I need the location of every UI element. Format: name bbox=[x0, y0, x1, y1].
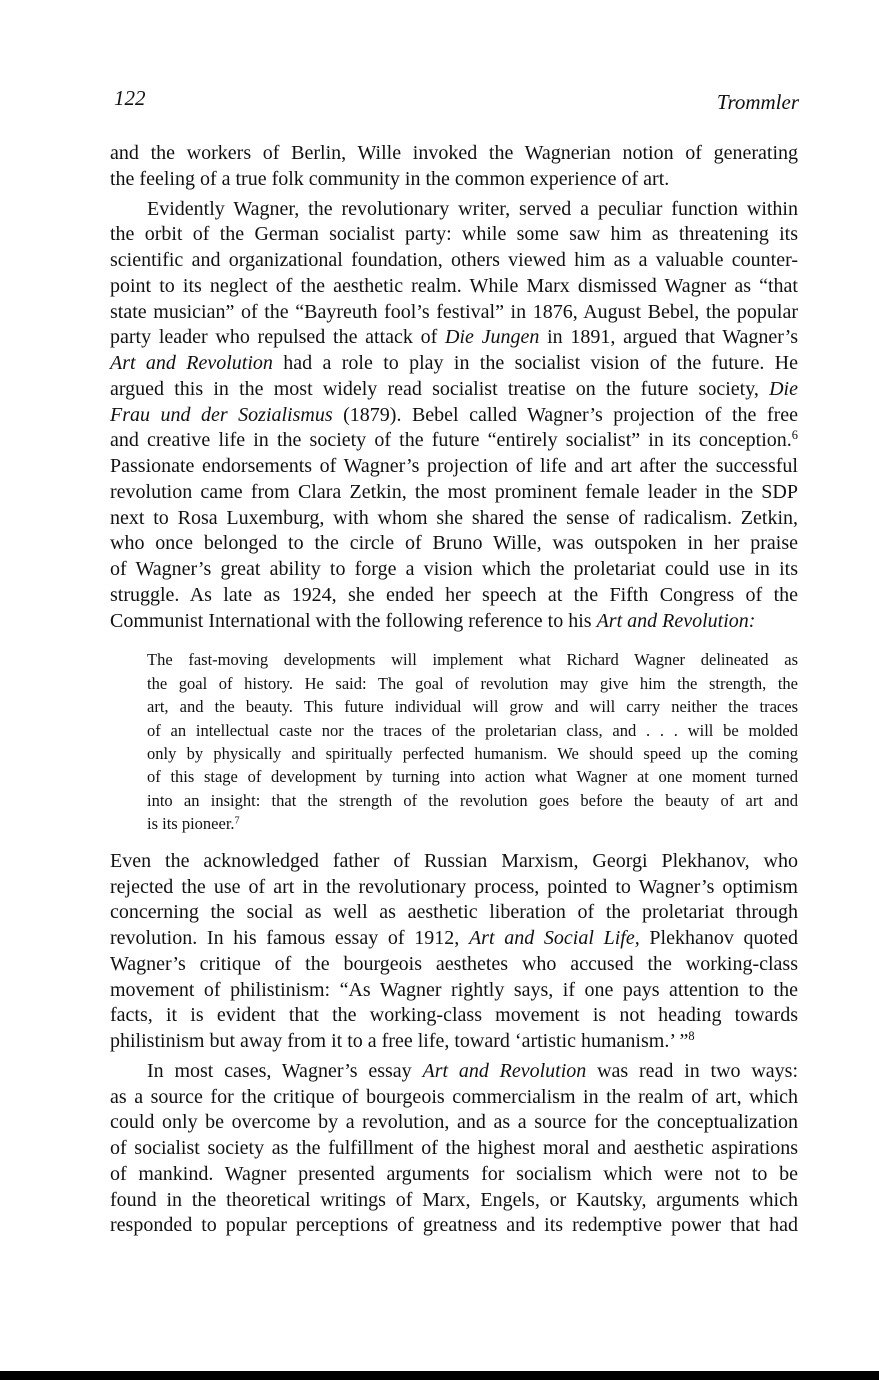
text-line bbox=[110, 1085, 798, 1111]
text-line bbox=[110, 849, 798, 875]
page-number: 122 bbox=[114, 86, 146, 110]
text-run: who once belonged to the circle of Bruno Wille, was outspoken in her praise bbox=[110, 532, 798, 555]
text-run: (1879). Bebel called Wagner’s projection of the free bbox=[332, 403, 798, 426]
text-run: the goal of history. He said: The goal of revolution may give him the strength, the bbox=[147, 673, 798, 693]
text-line bbox=[147, 648, 798, 671]
text-run: and the workers of Berlin, Wille invoked the Wagnerian notion of generating bbox=[110, 142, 798, 164]
text-line bbox=[110, 900, 798, 926]
text-run: Plekhanov quoted bbox=[639, 927, 798, 949]
paragraph bbox=[110, 1059, 798, 1239]
text-run: rejected the use of art in the revolutionary process, pointed to Wagner’s optimism bbox=[110, 875, 798, 898]
text-line bbox=[110, 557, 798, 583]
text-line bbox=[110, 875, 798, 901]
italic-title: Frau und der Sozialismus bbox=[110, 403, 333, 426]
scan-bottom-edge bbox=[0, 1371, 879, 1380]
text-line bbox=[110, 1213, 798, 1239]
text-run: the feeling of a true folk community in the common experience of art. bbox=[110, 167, 670, 190]
running-head-author: Trommler bbox=[716, 90, 799, 114]
text-run: movement of philistinism: “As Wagner rightly says, if one pays attention to the bbox=[110, 978, 798, 1001]
italic-title: Art and Revolution bbox=[110, 352, 273, 374]
text-run: The fast-moving developments will implement what Richard Wagner delineated as bbox=[147, 650, 798, 670]
text-line bbox=[147, 765, 798, 788]
text-line bbox=[147, 695, 798, 718]
text-run: of socialist society as the fulfillment of the highest moral and aesthetic aspirations bbox=[110, 1137, 798, 1159]
text-line bbox=[110, 531, 798, 557]
text-run: as a source for the critique of bourgeois commercialism in the realm of art, which bbox=[110, 1085, 798, 1108]
text-run: struggle. As late as 1924, she ended her speech at the Fifth Congress of the bbox=[110, 583, 798, 606]
text-run: found in the theoretical writings of Marx, Engels, or Kautsky, arguments which bbox=[110, 1188, 798, 1211]
text-line bbox=[110, 428, 798, 454]
text-line bbox=[110, 978, 798, 1004]
text-run: Wagner’s critique of the bourgeois aesthetes who accused the working-class bbox=[110, 952, 798, 975]
text-line bbox=[110, 141, 798, 167]
text-line bbox=[110, 197, 798, 223]
text-run: of mankind. Wagner presented arguments for socialism which were not to be bbox=[110, 1162, 798, 1185]
italic-title: Art and Revolution: bbox=[596, 609, 756, 632]
text-line bbox=[110, 222, 798, 248]
text-run: of this stage of development by turning into action what Wagner at one moment turned bbox=[147, 767, 798, 787]
text-line bbox=[110, 403, 798, 429]
text-run: and creative life in the society of the future “entirely socialist” in its conception. bbox=[110, 429, 792, 452]
body-text bbox=[110, 141, 798, 1239]
text-line bbox=[110, 1136, 798, 1162]
text-run: revolution. In his famous essay of 1912, bbox=[110, 927, 469, 949]
text-run: of an intellectual caste nor the traces of the proletarian class, and . . . will be molded bbox=[147, 720, 798, 740]
text-line bbox=[147, 789, 798, 812]
text-run: party leader who repulsed the attack of bbox=[110, 326, 446, 349]
text-run: state musician” of the “Bayreuth fool’s festival” in 1876, August Bebel, the popular bbox=[110, 300, 798, 323]
text-run: art, and the beauty. This future individual will grow and will carry neither the traces bbox=[147, 697, 798, 717]
footnote-ref: 6 bbox=[791, 428, 798, 443]
text-run: is its pioneer. bbox=[147, 814, 235, 834]
text-line bbox=[147, 812, 798, 835]
text-line bbox=[110, 480, 798, 506]
text-run: Communist International with the following reference to his bbox=[110, 609, 597, 632]
text-run: scientific and organizational foundation, others viewed him as a valuable counter- bbox=[110, 249, 798, 271]
text-line bbox=[110, 1059, 798, 1085]
text-line bbox=[110, 1188, 798, 1214]
text-line bbox=[110, 952, 798, 978]
text-line bbox=[110, 926, 798, 952]
text-line bbox=[110, 1110, 798, 1136]
text-line bbox=[110, 1162, 798, 1188]
paragraph bbox=[110, 849, 798, 1055]
text-run: argued this in the most widely read socialist treatise on the future society, bbox=[110, 377, 770, 400]
text-run: philistinism but away from it to a free life, toward ‘artistic humanism.’ ” bbox=[110, 1030, 689, 1052]
text-line bbox=[110, 454, 798, 480]
text-line bbox=[110, 167, 798, 193]
text-run: In most cases, Wagner’s essay bbox=[147, 1059, 423, 1082]
text-line bbox=[147, 672, 798, 695]
text-line bbox=[110, 609, 798, 635]
text-run: could only be overcome by a revolution, and as a source for the conceptualization bbox=[110, 1111, 798, 1134]
text-line bbox=[110, 1029, 798, 1055]
text-run: next to Rosa Luxemburg, with whom she shared the sense of radicalism. Zetkin, bbox=[110, 506, 798, 529]
text-line bbox=[147, 742, 798, 765]
paragraph bbox=[110, 141, 798, 193]
text-run: Even the acknowledged father of Russian Marxism, Georgi Plekhanov, who bbox=[110, 849, 798, 872]
footnote-ref: 8 bbox=[688, 1029, 695, 1044]
text-line bbox=[110, 506, 798, 532]
text-line bbox=[110, 1003, 798, 1029]
footnote-ref: 7 bbox=[234, 815, 240, 827]
text-run: of Wagner’s great ability to forge a vision which the proletariat could use in its bbox=[110, 558, 798, 580]
text-run: point to its neglect of the aesthetic realm. While Marx dismissed Wagner as “that bbox=[110, 274, 798, 297]
text-line bbox=[110, 300, 798, 326]
text-run: concerning the social as well as aesthetic liberation of the proletariat through bbox=[110, 901, 798, 924]
text-run: facts, it is evident that the working-class movement is not heading towards bbox=[110, 1004, 798, 1027]
text-run: only by physically and spiritually perfected humanism. We should speed up the coming bbox=[147, 744, 798, 763]
paragraph bbox=[110, 197, 798, 635]
text-line bbox=[110, 248, 798, 274]
text-run: the orbit of the German socialist party: while some saw him as threatening its bbox=[110, 223, 798, 246]
text-run: revolution came from Clara Zetkin, the most prominent female leader in the SDP bbox=[110, 480, 798, 503]
text-run: responded to popular perceptions of greatness and its redemptive power that had bbox=[110, 1214, 798, 1237]
text-line bbox=[110, 377, 798, 403]
text-line bbox=[110, 274, 798, 300]
running-header bbox=[112, 86, 799, 116]
text-run: into an insight: that the strength of the revolution goes before the beauty of art and bbox=[147, 790, 798, 810]
text-run: had a role to play in the socialist vision of the future. He bbox=[272, 352, 798, 374]
text-run: was read in two ways: bbox=[586, 1059, 799, 1082]
text-run: Evidently Wagner, the revolutionary writer, served a peculiar function within bbox=[147, 197, 798, 220]
text-line bbox=[110, 351, 798, 377]
italic-title: Art and Social Life, bbox=[468, 927, 640, 949]
text-line bbox=[110, 325, 798, 351]
italic-title: Die bbox=[769, 377, 798, 400]
text-run: in 1891, argued that Wagner’s bbox=[539, 326, 799, 349]
text-run: Passionate endorsements of Wagner’s projection of life and art after the successful bbox=[110, 455, 798, 477]
italic-title: Art and Revolution bbox=[422, 1059, 587, 1082]
text-line bbox=[110, 583, 798, 609]
text-line bbox=[147, 719, 798, 742]
italic-title: Die Jungen bbox=[445, 326, 540, 349]
block-quotation bbox=[147, 648, 798, 836]
